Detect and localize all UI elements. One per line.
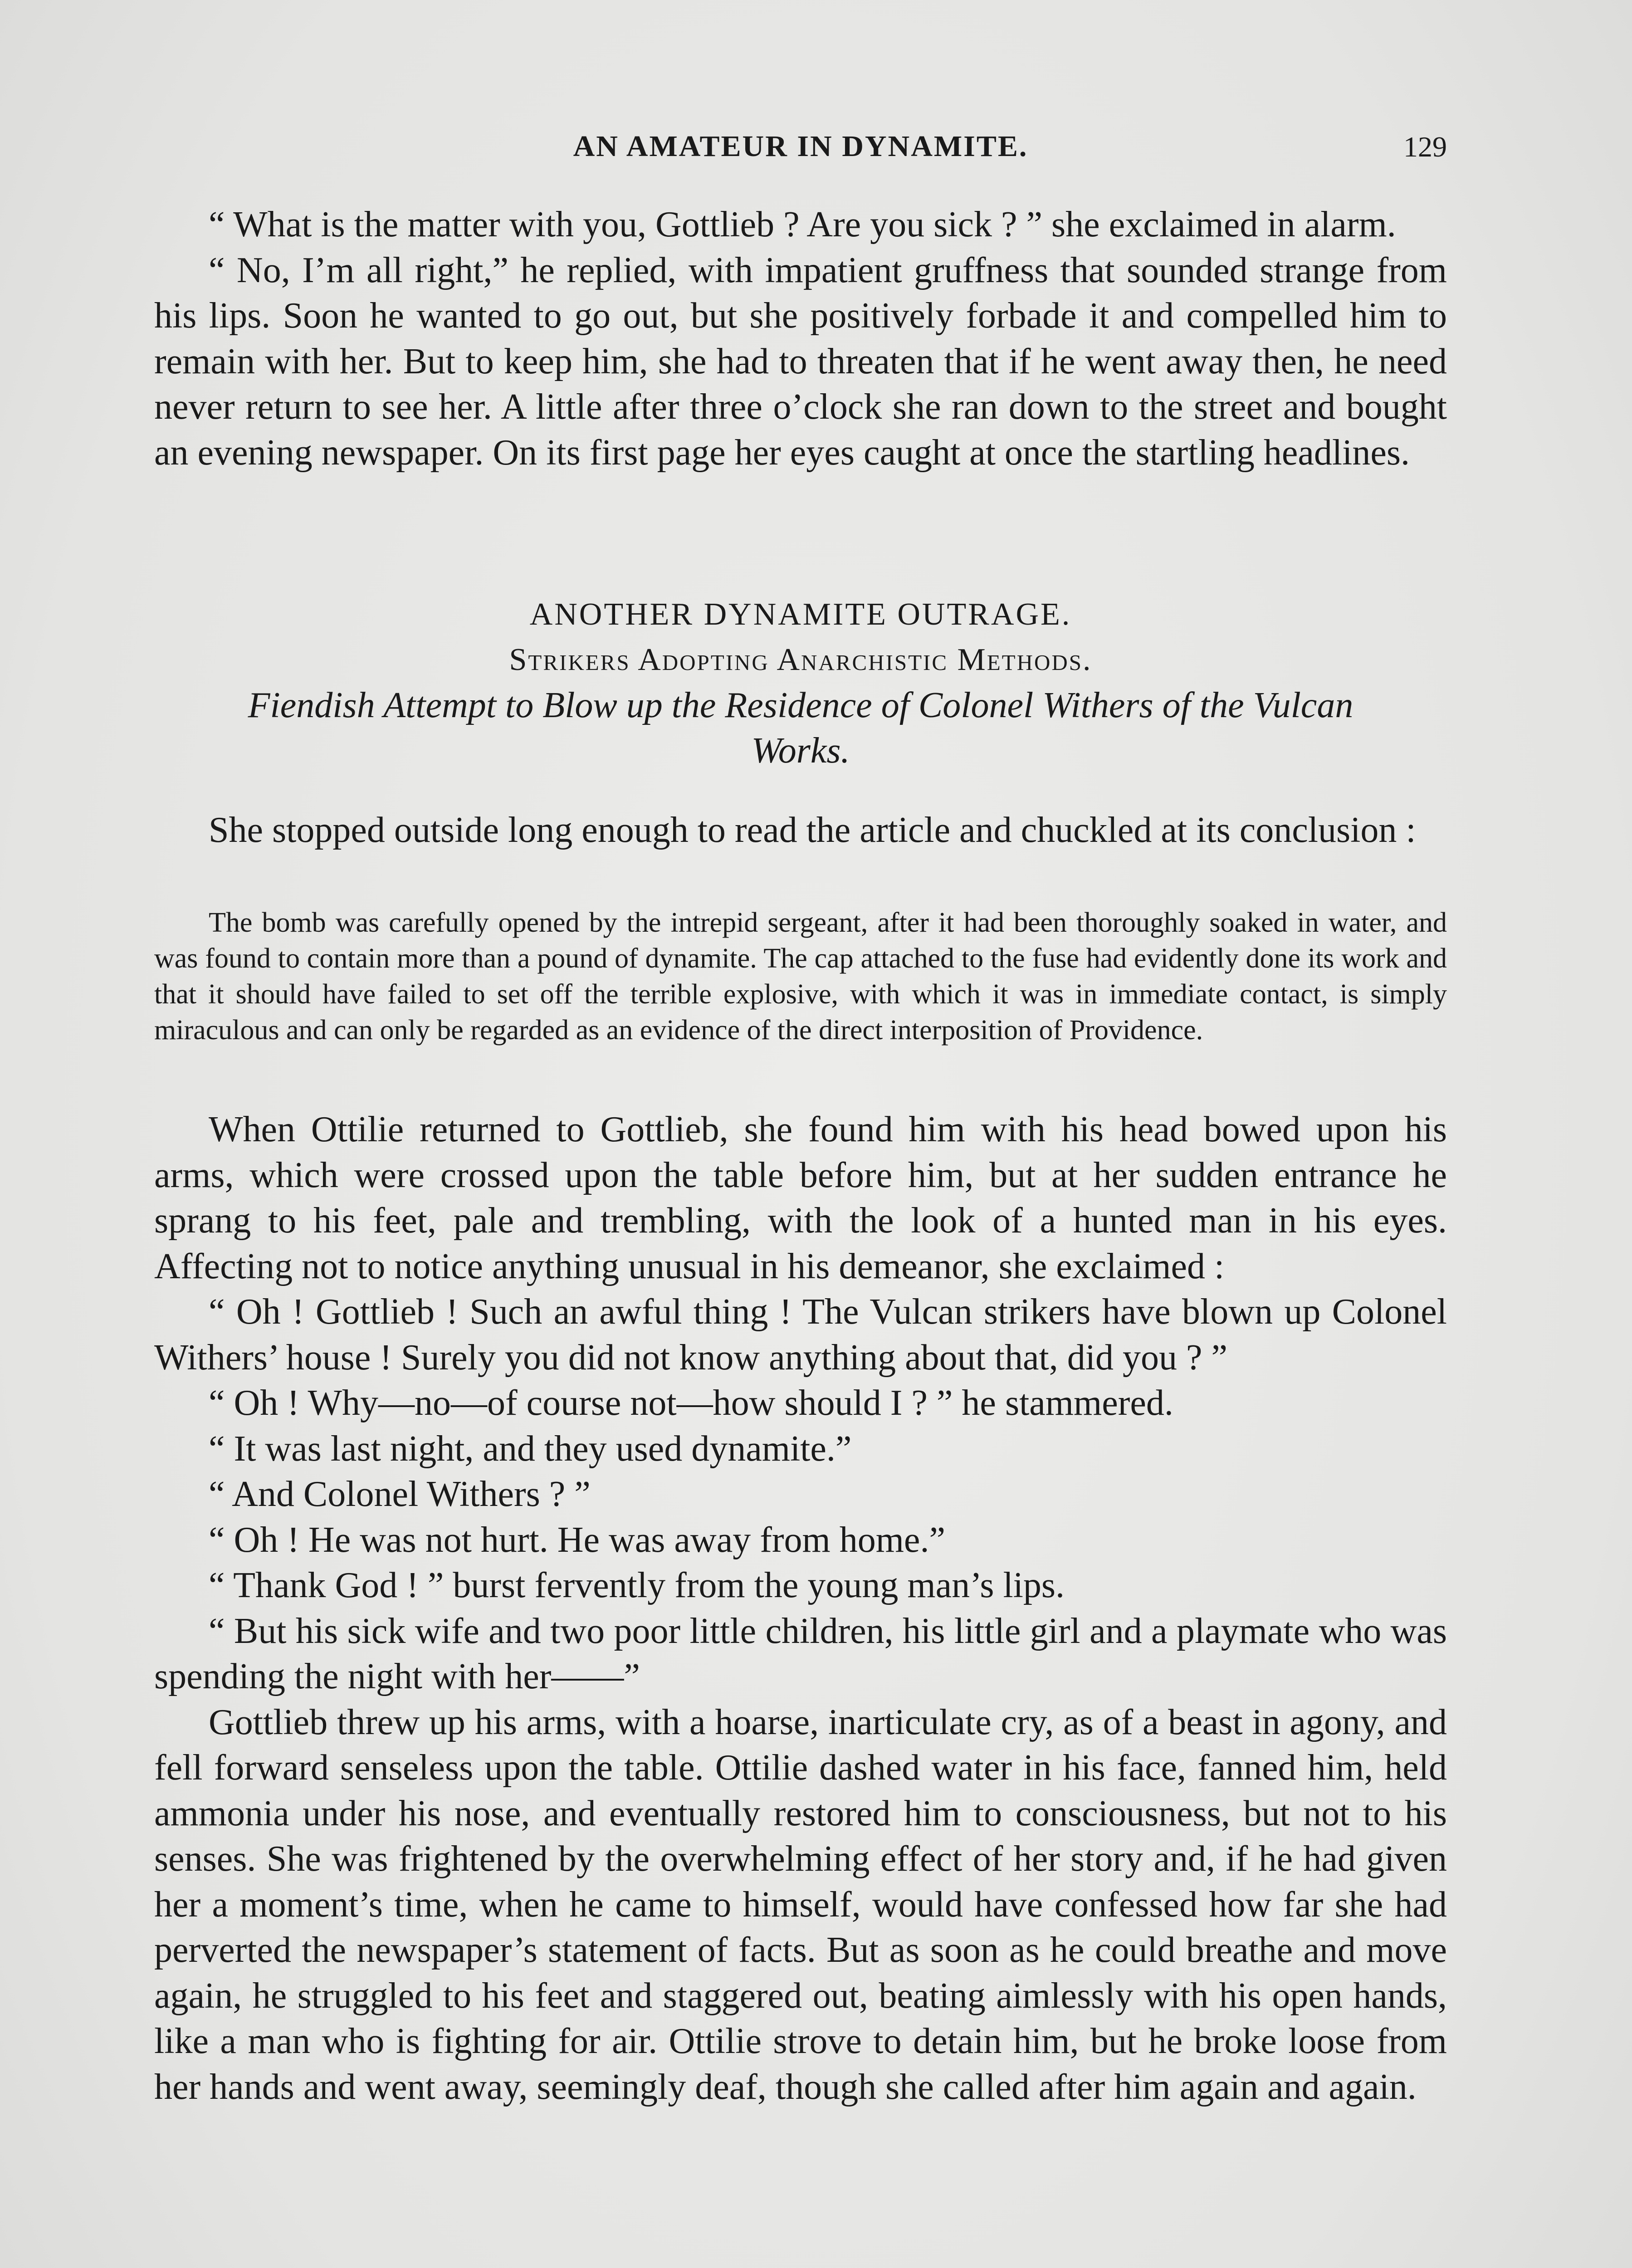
paragraph: She stopped outside long enough to read the article and chuckled at its conclusion :	[209, 810, 1416, 850]
paragraph: “ Thank God ! ” burst fervently from the young man’s lips.	[209, 1565, 1065, 1605]
paragraph: “ Oh ! He was not hurt. He was away from home.”	[209, 1520, 945, 1560]
page-number: 129	[1403, 131, 1447, 163]
newspaper-headlines	[245, 592, 1356, 773]
paragraph: “ Oh ! Why—no—of course not—how should I ? ” he stammered.	[209, 1383, 1173, 1423]
top-text-block	[154, 202, 1447, 475]
intro-text-block	[154, 807, 1447, 853]
paragraph: “ Oh ! Gottlieb ! Such an awful thing ! The Vulcan strikers have blown up Colonel Withers’ house ! Surely you did not know anything about that, did you ? ”	[154, 1292, 1447, 1378]
paragraph: Gottlieb threw up his arms, with a hoarse, inarticulate cry, as of a beast in agony, and fell forward senseless upon the table. Ottilie dashed water in his face, fanned him, held ammonia under his nose, and eventually restored him to consciousness, but not to his senses. She was frightened by the overwhelming effect of her story and, if he had given her a moment’s time, when he came to himself, would have confessed how far she had perverted the newspaper’s statement of facts. But as soon as he could breathe and move again, he struggled to his feet and staggered out, beating aimlessly with his open hands, like a man who is fighting for air. Ottilie strove to detain him, but he broke loose from her hands and went away, seemingly deaf, though she called after him again and again.	[154, 1702, 1447, 2107]
bottom-text-block	[154, 1107, 1447, 2110]
running-header	[154, 129, 1447, 179]
paragraph: “ But his sick wife and two poor little children, his little girl and a playmate who was spending the night with her——”	[154, 1611, 1447, 1696]
paragraph: “ What is the matter with you, Gottlieb ? Are you sick ? ” she exclaimed in alarm.	[209, 205, 1396, 244]
paragraph: “ It was last night, and they used dynamite.”	[209, 1428, 852, 1469]
running-title: AN AMATEUR IN DYNAMITE.	[573, 130, 1028, 163]
quoted-article-excerpt: The bomb was carefully opened by the intrepid sergeant, after it had been thoroughly soaked in water, and was found to contain more than a pound of dynamite. The cap attached to the fuse had evidently done its work and that it should have failed to set off the terrible explosive, with which it was in immediate contact, is simply miraculous and can only be regarded as an evidence of the direct interposition of Providence.	[154, 907, 1447, 1046]
headline-sub: Strikers Adopting Anarchistic Methods.	[509, 642, 1092, 677]
paragraph: When Ottilie returned to Gottlieb, she found him with his head bowed upon his arms, which were crossed upon the table before him, but at her sudden entrance he sprang to his feet, pale and trembling, with the look of a hunted man in his eyes. Affecting not to notice anything unusual in his demeanor, she exclaimed :	[154, 1110, 1447, 1286]
headline-main: ANOTHER DYNAMITE OUTRAGE.	[529, 597, 1072, 632]
paragraph: “ And Colonel Withers ? ”	[209, 1474, 591, 1514]
headline-detail: Fiendish Attempt to Blow up the Residence of Colonel Withers of the Vulcan Works.	[248, 685, 1353, 771]
paragraph: “ No, I’m all right,” he replied, with impatient gruffness that sounded strange from his lips. Soon he wanted to go out, but she positively forbade it and compelled him to remain with her. But to keep him, she had to threaten that if he went away then, he need never return to see her. A little after three o’clock she ran down to the street and bought an evening newspaper. On its first page her eyes caught at once the startling headlines.	[154, 250, 1447, 473]
